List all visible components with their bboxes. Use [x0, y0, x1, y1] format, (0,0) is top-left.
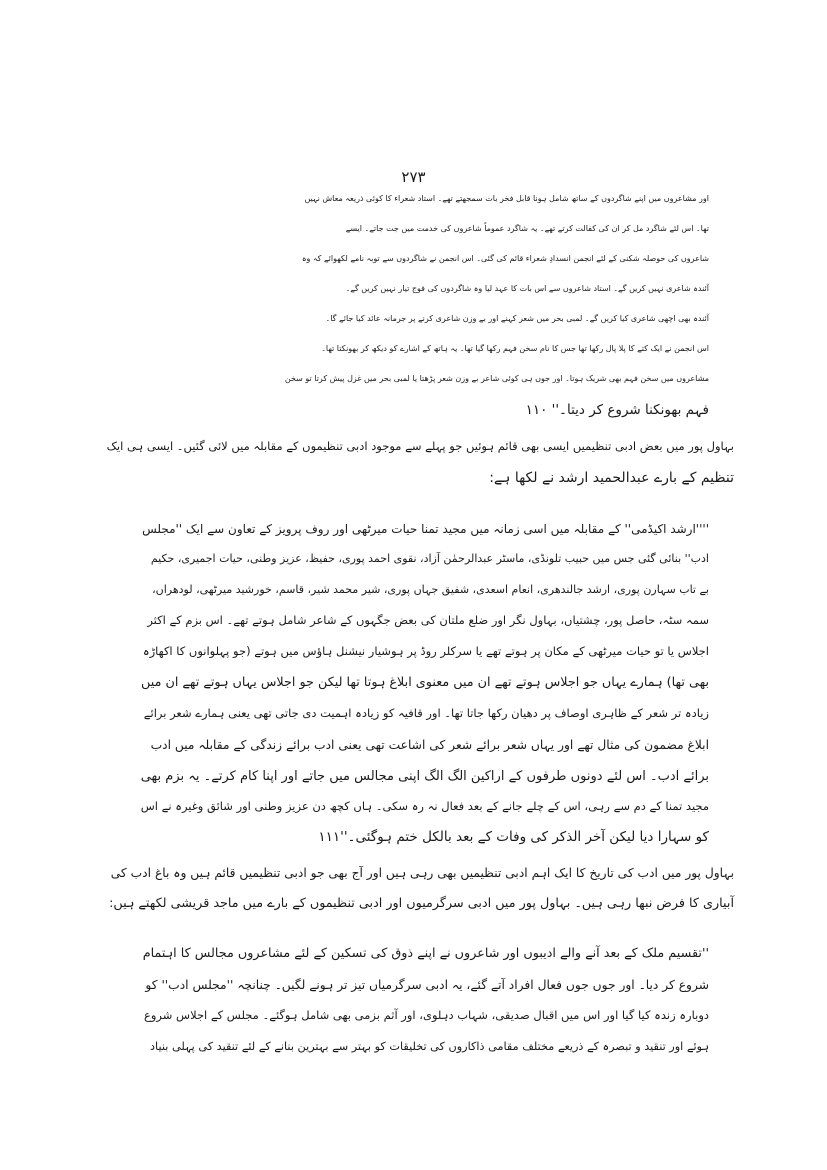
quote-1-line: آئندہ بھی اچھی شاعری کیا کریں گے۔ لمبی بحر میں شعر کہنے اور بے وزن شاعری کرنے پر جرمانہ عائد کیا جائے گا۔ — [325, 314, 709, 323]
quote-2-line: کو سہارا دیا لیکن آخر الذکر کی وفات کے بعد بالکل ختم ہوگئی۔''۱۱۱ — [318, 829, 709, 845]
paragraph-1-line: بہاول پور میں بعض ادبی تنظیمیں ایسی بھی قائم ہوئیں جو پہلے سے موجود ادبی تنظیموں کے مقابلہ میں لائی گئیں۔ ایسی ہی ایک — [106, 439, 734, 453]
page-number: ۲۷۳ — [401, 168, 426, 186]
quote-1-line: اس انجمن نے ایک کتے کا پلا پال رکھا تھا جس کا نام سخن فہم رکھا گیا تھا۔ یہ ہاتھ کے اشارے کو دیکھ کر بھونکتا تھا۔ — [321, 344, 709, 353]
quote-3-line: دوبارہ زندہ کیا گیا اور اس میں اقبال صدیقی، شہاب دہلوی، اور آثم بزمی بھی شامل ہوگئے۔ مجلس کے اجلاس شروع — [144, 1008, 709, 1022]
quote-2-line: اجلاس یا تو حیات میرٹھی کے مکان پر ہوتے تھے یا سرکلر روڈ پر ہوشیار نیشنل ہاؤس میں ہوتے (جو پہلوانوں کا اکھاڑہ — [142, 644, 709, 658]
quote-2-line: برائے ادب۔ اس لئے دونوں طرفوں کے اراکین الگ الگ اپنی مجالس میں جاتے اور اپنا کام کرتے۔ یہ بزم بھی — [140, 769, 709, 784]
quote-2-line: مجید تمنا کے دم سے رہی، اس کے چلے جانے کے بعد فعال نہ رہ سکی۔ ہاں کچھ دن عزیز وطنی اور شائق وغیرہ نے اس — [140, 799, 709, 813]
quote-2-line: بے تاب سہارن پوری، ارشد جالندھری، انعام اسعدی، شفیق جہاں پوری، شیر محمد شیر، قاسم، خورشید میرٹھی، لودھراں، — [152, 583, 709, 596]
quote-3-line: ''تقسیم ملک کے بعد آنے والے ادیبوں اور شاعروں نے اپنے ذوق کی تسکین کے لئے مشاعروں مجالس کا اہتمام — [142, 946, 709, 961]
quote-2-line: بھی تھا) ہمارے یہاں جو اجلاس ہوتے تھے ان میں معنوی ابلاغ ہوتا تھا لیکن جو اجلاس یہاں ہوتے تھے ان میں — [141, 675, 709, 690]
quote-1-line: آئندہ شاعری نہیں کریں گے۔ استاد شاعروں سے اس بات کا عہد لیا وہ شاگردوں کی فوج تیار نہیں کریں گے۔ — [345, 284, 709, 293]
quote-1-line: اور مشاعروں میں اپنے شاگردوں کے ساتھ شامل ہونا قابل فخر بات سمجھتے تھے۔ استاد شعراء کا کوئی ذریعہ معاش نہیں — [304, 194, 709, 203]
paragraph-2-line: بہاول پور میں ادب کی تاریخ کا ایک اہم ادبی تنظیمیں بھی رہی ہیں اور آج بھی جو ادبی تنظیمیں قائم ہیں وہ باغ ادب کی — [110, 866, 734, 880]
quote-1-line: شاعروں کی حوصلہ شکنی کے لئے انجمن انسدادِ شعراء قائم کی گئی۔ اس انجمن نے شاگردوں سے توبہ نامے لکھوائے کہ وہ — [301, 254, 709, 263]
quote-1-line: تھا۔ اس لئے شاگرد مل کر ان کی کفالت کرتے تھے۔ یہ شاگرد عموماً شاعروں کی خدمت میں جت جاتے۔ ایسے — [345, 224, 709, 233]
quote-1-line: فہم بھونکنا شروع کر دیتا۔'' ۱۱۰ — [525, 402, 709, 418]
quote-3-line: شروع کر دیا۔ اور جوں جوں فعال افراد آتے گئے، یہ ادبی سرگرمیاں تیز تر ہونے لگیں۔ چنانچہ ''مجلس ادب'' کو — [145, 978, 709, 992]
quote-2-line: سمہ سٹہ، حاصل پور، چشتیاں، بہاول نگر اور ضلع ملتان کی بعض جگہوں کے شاعر شامل ہوتے تھے۔ اس بزم کے اکثر — [147, 613, 709, 627]
quote-2-line: زیادہ تر شعر کے ظاہری اوصاف پر دھیان رکھا جاتا تھا۔ اور قافیہ کو زیادہ اہمیت دی جاتی تھی یعنی ہمارے شعر برائے — [143, 706, 709, 720]
paragraph-2-line: آبیاری کا فرض نبھا رہی ہیں۔ بہاول پور میں ادبی سرگرمیوں اور ادبی تنظیموں کے بارے میں ماجد قریشی لکھتے ہیں: — [109, 896, 734, 911]
quote-2-line: ''''ارشد اکیڈمی'' کے مقابلہ میں اسی زمانہ میں مجید تمنا حیات میرٹھی اور روف پرویز کے تعاون سے ایک ''مجلس — [142, 522, 709, 536]
paragraph-1-line: تنظیم کے بارے عبدالحمید ارشد نے لکھا ہے: — [489, 470, 734, 486]
quote-2-line: ادب'' بنائی گئی جس میں حبیب تلونڈی، ماسٹر عبدالرحمٰن آزاد، نقوی احمد پوری، حفیظ، عزیز وطنی، حیات اجمیری، حکیم — [150, 552, 709, 565]
quote-1-line: مشاعروں میں سخن فہم بھی شریک ہوتا۔ اور جوں ہی کوئی شاعر بے وزن شعر پڑھتا یا لمبی بحر میں غزل پیش کرتا تو سخن — [284, 374, 709, 383]
quote-3-line: ہوئے اور تنقید و تبصرہ کے ذریعے مختلف مقامی ذاکاروں کی تخلیقات کو بہتر سے بہترین بنانے کے لئے تنقید کی پہلی بنیاد — [150, 1040, 709, 1053]
quote-2-line: ابلاغ مضمون کی مثال تھے اور یہاں شعر برائے شعر کی اشاعت تھی یعنی ادب برائے زندگی کے مقابلہ میں ادب — [150, 738, 709, 752]
